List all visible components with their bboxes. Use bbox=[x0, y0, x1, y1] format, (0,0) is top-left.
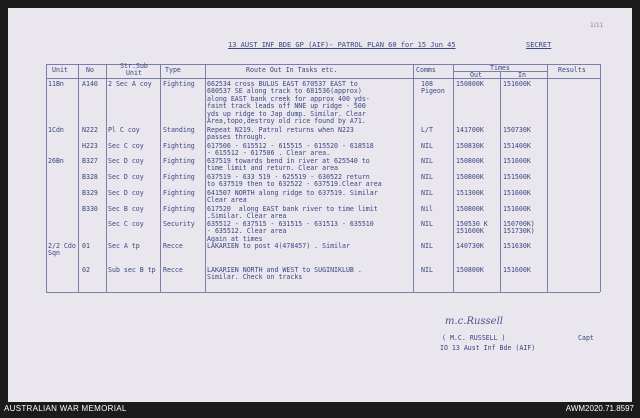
cell-no: B327 bbox=[82, 157, 98, 165]
cell-sub-unit: Sec D coy bbox=[108, 189, 144, 197]
header-route: Route Out In Tasks etc. bbox=[246, 66, 338, 74]
header-in: In bbox=[518, 71, 526, 79]
document-title: 13 AUST INF BDE GP (AIF)- PATROL PLAN 60 for 15 Jun 45 bbox=[228, 41, 456, 49]
col-border bbox=[78, 64, 79, 292]
cell-unit: 2/2 Cdo Sqn bbox=[48, 242, 76, 258]
cell-no: B328 bbox=[82, 173, 98, 181]
header-str: Str.Sub Unit bbox=[120, 62, 148, 78]
header-no: No bbox=[86, 66, 94, 74]
col-border bbox=[600, 64, 601, 292]
cell-route-line: Clear area bbox=[207, 196, 247, 205]
cell-type: Fighting bbox=[163, 80, 195, 88]
cell-route-line: 637519 - 633 519 - 625519 - 630522 return bbox=[207, 173, 370, 181]
cell-route-line: passes through. bbox=[207, 133, 267, 142]
cell-time-in: 151600K bbox=[503, 266, 531, 274]
cell-time-in: 150730K bbox=[503, 126, 531, 134]
cell-route-line: 637519 towards bend in river at 625540 to bbox=[207, 157, 370, 165]
footer-institution: AUSTRALIAN WAR MEMORIAL bbox=[4, 404, 127, 413]
header-out: Out bbox=[470, 71, 482, 79]
cell-time-out: 150530 K bbox=[456, 220, 488, 228]
cell-sub-unit: Sec C coy bbox=[108, 142, 144, 150]
cell-route-line: 617520 along EAST bank river to time limit bbox=[207, 205, 378, 213]
cell-time-in: 151600K bbox=[503, 157, 531, 165]
cell-no: B330 bbox=[82, 205, 98, 213]
cell-route-line: - 615512 - 617506 . Clear area. bbox=[207, 149, 331, 158]
cell-route-line: Again at times bbox=[207, 234, 263, 243]
cell-time-out: 151300K bbox=[456, 189, 484, 197]
col-border bbox=[106, 64, 107, 292]
cell-time-in: 151500K bbox=[503, 173, 531, 181]
cell-route-line: LAKARIEN NORTH and WEST to SUGINIKLUB . bbox=[207, 266, 362, 274]
cell-comms: NIL bbox=[421, 157, 433, 165]
cell-route-line: 617506 - 615512 - 615515 - 615520 - 618518 bbox=[207, 142, 374, 150]
col-border bbox=[500, 71, 501, 292]
cell-route-line: time limit and return. Clear area bbox=[207, 164, 339, 173]
cell-time-out: 141700K bbox=[456, 126, 484, 134]
cell-type: Security bbox=[163, 220, 195, 228]
cell-route-line: 680537 SE along track to 681536(approx) bbox=[207, 87, 362, 96]
table-bottom-border bbox=[46, 292, 600, 293]
cell-route-line: Similar. Check on tracks bbox=[207, 273, 303, 282]
cell-comms: NIL bbox=[421, 266, 433, 274]
cell-comms: L/T bbox=[421, 126, 433, 134]
signature-scrawl: m.c.Russell bbox=[445, 316, 503, 327]
cell-type: Recce bbox=[163, 242, 183, 250]
classification-label: SECRET bbox=[526, 41, 552, 49]
cell-route-line: along EAST bank creek for approx 400 yds- bbox=[207, 94, 370, 103]
cell-unit: 26Bn bbox=[48, 157, 64, 165]
cell-route-line: Repeat N219. Patrol returns when N223 bbox=[207, 126, 354, 134]
cell-time-out: 151600K bbox=[456, 227, 484, 236]
cell-sub-unit: Sec C coy bbox=[108, 220, 144, 228]
cell-time-out: 140730K bbox=[456, 242, 484, 250]
cell-type: Recce bbox=[163, 266, 183, 274]
cell-time-out: 150800K bbox=[456, 157, 484, 165]
signature-rank: Capt bbox=[578, 334, 594, 342]
cell-route-line: to 637519 then to 632522 - 637519.Clear area bbox=[207, 180, 382, 189]
cell-no: 01 bbox=[82, 242, 90, 250]
cell-no: H223 bbox=[82, 142, 98, 150]
col-border bbox=[205, 64, 206, 292]
cell-sub-unit: Sub sec B tp bbox=[108, 266, 156, 274]
cell-time-in: 151600K bbox=[503, 205, 531, 213]
cell-comms: 108 bbox=[421, 80, 433, 88]
cell-comms: Nil bbox=[421, 205, 433, 213]
cell-time-in: 150700K) bbox=[503, 220, 535, 228]
cell-no: 02 bbox=[82, 266, 90, 274]
cell-route-line: 635512 - 637515 - 631515 - 631513 - 635510 bbox=[207, 220, 374, 228]
header-type: Type bbox=[165, 66, 181, 74]
col-border bbox=[547, 64, 548, 292]
cell-time-in: 151400K bbox=[503, 142, 531, 150]
signature-appointment: IO 13 Aust Inf Bde (AIF) bbox=[440, 344, 536, 352]
col-border bbox=[160, 64, 161, 292]
cell-sub-unit: Sec B coy bbox=[108, 205, 144, 213]
footer-accession: AWM2020.71.8597 bbox=[565, 404, 634, 413]
cell-time-in: 151600K bbox=[503, 80, 531, 88]
cell-route-line: Area,topo,destroy old rice found by A71. bbox=[207, 117, 366, 125]
cell-unit: 11Bn bbox=[48, 80, 64, 88]
cell-type: Fighting bbox=[163, 205, 195, 213]
cell-no: A140 bbox=[82, 80, 98, 88]
cell-route-line: 662534 cross BULUS EAST 670537 EAST to bbox=[207, 80, 358, 88]
cell-route-line: .Similar. Clear area bbox=[207, 212, 287, 221]
signature-name: ( M.C. RUSSELL ) bbox=[442, 334, 506, 342]
cell-type: Fighting bbox=[163, 157, 195, 165]
cell-sub-unit: 2 Sec A coy bbox=[108, 80, 152, 88]
cell-route-line: 641507 NORTH along ridge to 637519. Similar bbox=[207, 189, 378, 197]
header-results: Results bbox=[558, 66, 586, 74]
cell-time-out: 150800K bbox=[456, 80, 484, 88]
cell-time-out: 150800K bbox=[456, 266, 484, 274]
col-border bbox=[413, 64, 414, 292]
cell-sub-unit: Sec D coy bbox=[108, 157, 144, 165]
col-border bbox=[453, 64, 454, 292]
table-header-divider bbox=[46, 78, 600, 79]
header-unit: Unit bbox=[52, 66, 68, 74]
cell-route-line: yds up ridge to Jap dump. Similar. Clear bbox=[207, 109, 366, 118]
cell-comms: NIL bbox=[421, 142, 433, 150]
cell-route-line: - 635512. Clear area bbox=[207, 227, 287, 236]
cell-time-out: 150800K bbox=[456, 173, 484, 181]
cell-sub-unit: Sec A tp bbox=[108, 242, 140, 250]
col-border bbox=[46, 64, 47, 292]
cell-comms: NIL bbox=[421, 220, 433, 228]
cell-type: Fighting bbox=[163, 142, 195, 150]
cell-type: Standing bbox=[163, 126, 195, 134]
cell-type: Fighting bbox=[163, 173, 195, 181]
corner-pencil-note: 1/11 bbox=[590, 22, 604, 29]
cell-time-out: 150800K bbox=[456, 205, 484, 213]
cell-unit: 1Cdn bbox=[48, 126, 64, 134]
header-comms: Comms bbox=[416, 66, 436, 74]
cell-no: B329 bbox=[82, 189, 98, 197]
cell-time-in: 151600K bbox=[503, 189, 531, 197]
cell-sub-unit: Sec D coy bbox=[108, 173, 144, 181]
cell-time-in: 151630K bbox=[503, 242, 531, 250]
cell-comms: NIL bbox=[421, 242, 433, 250]
cell-comms: NIL bbox=[421, 173, 433, 181]
header-times: Times bbox=[490, 64, 510, 72]
cell-type: Fighting bbox=[163, 189, 195, 197]
cell-no: N222 bbox=[82, 126, 98, 134]
cell-comms: NIL bbox=[421, 189, 433, 197]
cell-sub-unit: Pl C coy bbox=[108, 126, 140, 134]
cell-route-line: faint track leads off NNE up ridge - 500 bbox=[207, 102, 366, 111]
cell-time-out: 150830K bbox=[456, 142, 484, 150]
cell-route-line: LAKARIEN to post 4(478457) . Similar bbox=[207, 242, 350, 250]
cell-comms: Pigeon bbox=[421, 87, 445, 96]
cell-time-in: 151730K) bbox=[503, 227, 535, 236]
